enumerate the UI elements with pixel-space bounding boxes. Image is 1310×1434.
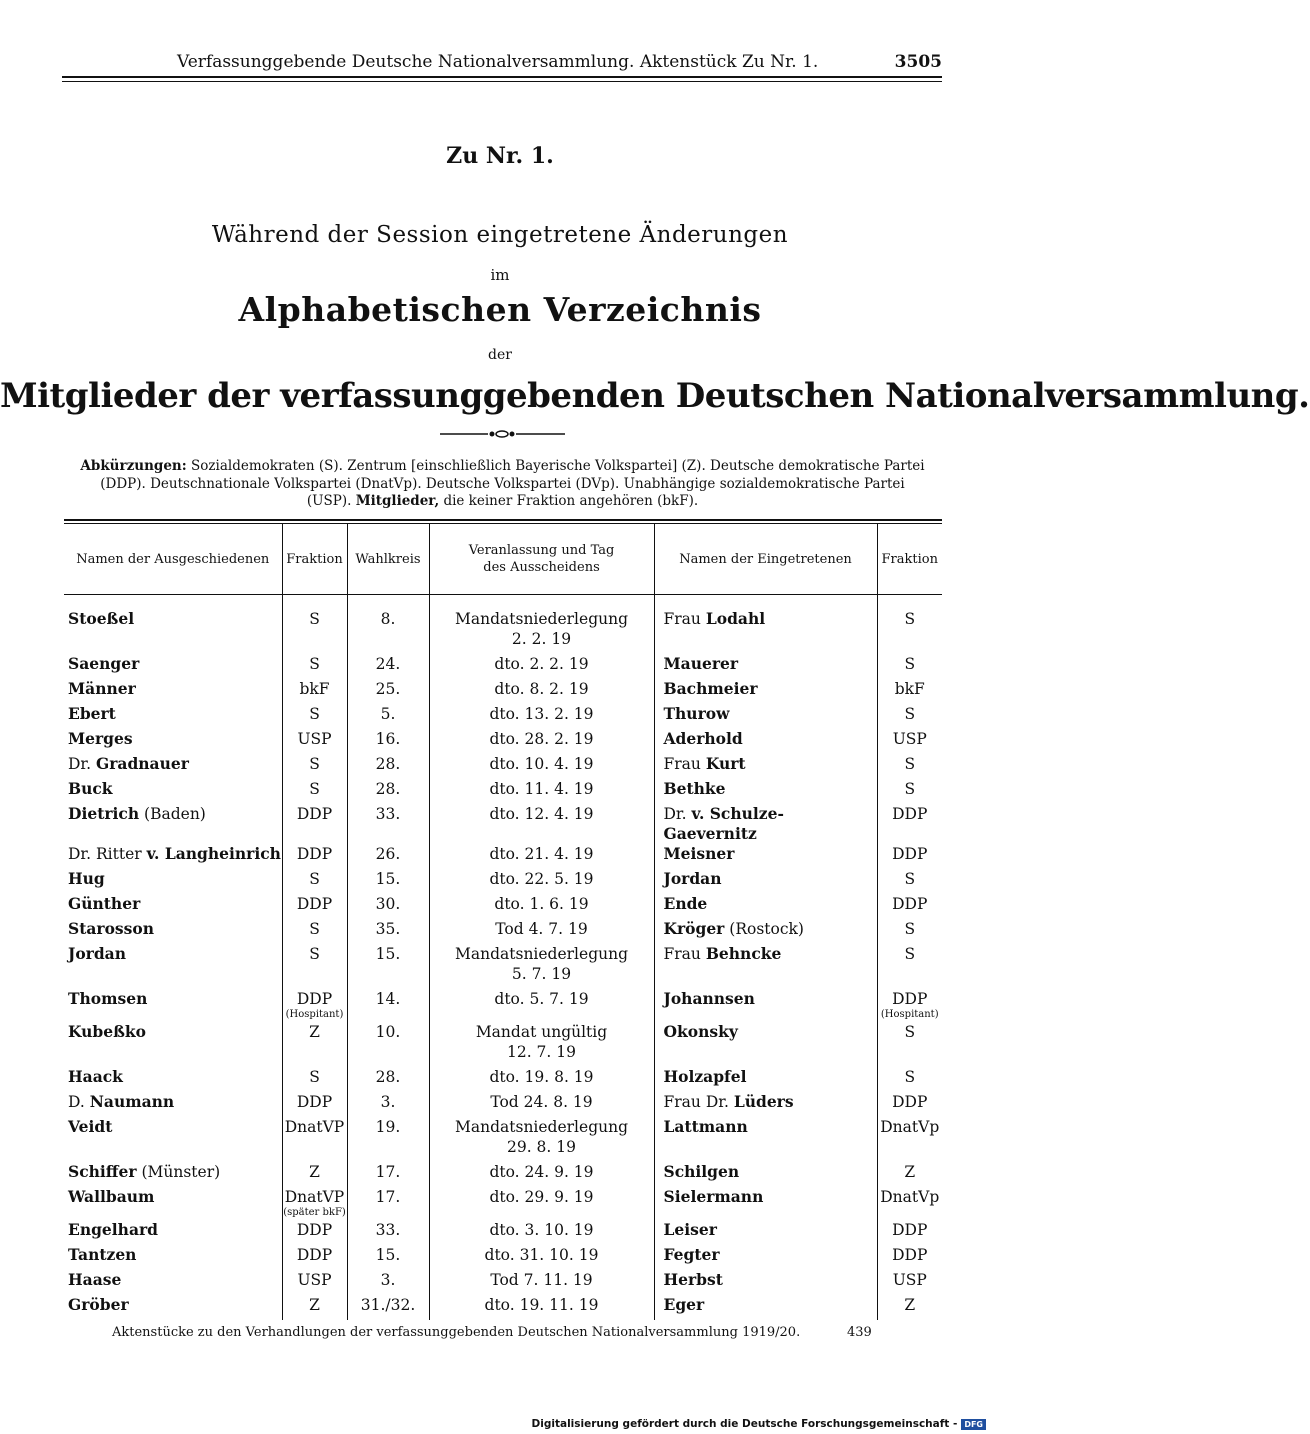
- cell-reason: dto. 8. 2. 19: [429, 679, 654, 704]
- cell-name-out: Haase: [68, 1270, 122, 1289]
- document-number: Zu Nr. 1.: [446, 143, 554, 169]
- cell-name-out: Tantzen: [68, 1245, 137, 1264]
- cell-name-out: Dietrich (Baden): [68, 804, 206, 823]
- col-header-reason: Veranlassung und Tag des Ausscheidens: [429, 524, 654, 595]
- cell-faction-in: DnatVp: [877, 1117, 942, 1162]
- cell-name-out: Kubeßko: [68, 1022, 146, 1041]
- col-header-name-in: Namen der Eingetretenen: [654, 524, 877, 595]
- cell-faction-in: S: [877, 919, 942, 944]
- cell-faction-out: Z: [282, 1162, 347, 1187]
- cell-district: 16.: [347, 729, 429, 754]
- table-row: [64, 609, 942, 654]
- running-header: [62, 50, 942, 80]
- table-row: [64, 1270, 942, 1295]
- cell-reason: dto. 11. 4. 19: [429, 779, 654, 804]
- cell-reason: dto. 2. 2. 19: [429, 654, 654, 679]
- cell-name-in: Jordan: [654, 869, 877, 894]
- cell-district: 3.: [347, 1270, 429, 1295]
- cell-name-in: Ende: [654, 894, 877, 919]
- cell-name-out: Veidt: [68, 1117, 113, 1136]
- table-row: [64, 1117, 942, 1162]
- dfg-logo: DFG: [961, 1419, 986, 1430]
- cell-name-out: Haack: [68, 1067, 123, 1086]
- cell-faction-in: DDP: [877, 1220, 942, 1245]
- table-row: [64, 1092, 942, 1117]
- cell-district: 33.: [347, 804, 429, 844]
- cell-faction-in: DDP: [877, 844, 942, 869]
- heading-line-4: der: [488, 347, 512, 363]
- cell-name-in: Meisner: [654, 844, 877, 869]
- cell-faction-in: S: [877, 1022, 942, 1067]
- changes-table: [64, 524, 942, 1320]
- cell-name-in: Lattmann: [654, 1117, 877, 1162]
- cell-reason: Mandatsniederlegung 2. 2. 19: [429, 609, 654, 654]
- cell-name-out: Thomsen: [68, 989, 148, 1008]
- cell-reason: dto. 31. 10. 19: [429, 1245, 654, 1270]
- cell-faction-out: S: [282, 919, 347, 944]
- cell-name-in: Thurow: [654, 704, 877, 729]
- cell-name-in: Holzapfel: [654, 1067, 877, 1092]
- col-header-faction-out: Fraktion: [282, 524, 347, 595]
- cell-faction-out: S: [282, 704, 347, 729]
- cell-faction-out: DDP: [282, 804, 347, 844]
- cell-faction-out: DDP: [282, 844, 347, 869]
- cell-faction-out: USP: [282, 1270, 347, 1295]
- cell-name-in: Eger: [654, 1295, 877, 1320]
- cell-faction-in: S: [877, 704, 942, 729]
- cell-district: 17.: [347, 1187, 429, 1220]
- cell-reason: Mandatsniederlegung 29. 8. 19: [429, 1117, 654, 1162]
- abbreviations-label-2: Mitglieder,: [355, 493, 440, 509]
- table-row: [64, 1067, 942, 1092]
- page-number: 3505: [894, 52, 942, 72]
- table-row: [64, 944, 942, 989]
- cell-name-out: Stoeßel: [68, 609, 135, 628]
- cell-district: 8.: [347, 609, 429, 654]
- cell-district: 14.: [347, 989, 429, 1022]
- cell-reason: dto. 19. 11. 19: [429, 1295, 654, 1320]
- abbreviations-note: [80, 458, 925, 511]
- cell-faction-in: USP: [877, 1270, 942, 1295]
- cell-reason: dto. 5. 7. 19: [429, 989, 654, 1022]
- cell-name-in: Aderhold: [654, 729, 877, 754]
- cell-district: 30.: [347, 894, 429, 919]
- col-header-name-out: Namen der Ausgeschiedenen: [64, 524, 282, 595]
- cell-reason: Tod 24. 8. 19: [429, 1092, 654, 1117]
- cell-name-in: Herbst: [654, 1270, 877, 1295]
- cell-reason: dto. 3. 10. 19: [429, 1220, 654, 1245]
- cell-faction-in: S: [877, 1067, 942, 1092]
- digitization-credit: [532, 1418, 986, 1430]
- cell-faction-in: DDP: [877, 1092, 942, 1117]
- cell-name-out: Günther: [68, 894, 141, 913]
- cell-name-in: Frau Behncke: [654, 944, 877, 989]
- cell-district: 17.: [347, 1162, 429, 1187]
- cell-faction-out: DDP: [282, 1220, 347, 1245]
- table-row: [64, 1187, 942, 1220]
- footer-page-number: 439: [847, 1325, 872, 1340]
- running-header-title: Verfassunggebende Deutsche Nationalversammlung. Aktenstück Zu Nr. 1.: [177, 52, 819, 72]
- table-row: [64, 779, 942, 804]
- cell-name-in: Bethke: [654, 779, 877, 804]
- cell-name-in: Frau Lodahl: [654, 609, 877, 654]
- cell-faction-out: S: [282, 654, 347, 679]
- cell-faction-out: DDP: [282, 1092, 347, 1117]
- cell-reason: dto. 24. 9. 19: [429, 1162, 654, 1187]
- table-row: [64, 869, 942, 894]
- table-row: [64, 1022, 942, 1067]
- cell-faction-in: S: [877, 944, 942, 989]
- cell-reason: dto. 10. 4. 19: [429, 754, 654, 779]
- cell-reason: dto. 22. 5. 19: [429, 869, 654, 894]
- cell-faction-out: Z: [282, 1022, 347, 1067]
- page-title: Mitglieder der verfassunggebenden Deutschen Nationalversammlung.: [0, 376, 1310, 416]
- footer-text: Aktenstücke zu den Verhandlungen der verfassunggebenden Deutschen Nationalversammlung 1919/20.: [112, 1325, 801, 1340]
- cell-reason: dto. 12. 4. 19: [429, 804, 654, 844]
- table-row: [64, 844, 942, 869]
- cell-faction-out: DDP: [282, 1245, 347, 1270]
- table-row: [64, 1220, 942, 1245]
- header-rule: [62, 76, 942, 78]
- cell-faction-out: USP: [282, 729, 347, 754]
- cell-reason: Tod 7. 11. 19: [429, 1270, 654, 1295]
- cell-name-out: Saenger: [68, 654, 140, 673]
- cell-reason: Mandat ungültig 12. 7. 19: [429, 1022, 654, 1067]
- abbreviations-text-2: die keiner Fraktion angehören (bkF).: [443, 493, 699, 509]
- cell-faction-in: bkF: [877, 679, 942, 704]
- cell-district: 31./32.: [347, 1295, 429, 1320]
- table-row: [64, 1295, 942, 1320]
- cell-faction-in: DDP: [877, 894, 942, 919]
- table-row: [64, 754, 942, 779]
- cell-name-out: Männer: [68, 679, 136, 698]
- abbreviations-text: Sozialdemokraten (S). Zentrum [einschließlich Bayerische Volkspartei] (Z). Deutsche demokratische Partei (DDP). Deutschnationale Volkspartei (DnatVp). Deutsche Volkspartei (DVp). Unabhängige sozialdemokratische Partei (USP).: [100, 458, 925, 509]
- cell-faction-out: DDP: [282, 894, 347, 919]
- cell-faction-out: bkF: [282, 679, 347, 704]
- table-row: [64, 1245, 942, 1270]
- cell-faction-in: S: [877, 869, 942, 894]
- cell-faction-out: Z: [282, 1295, 347, 1320]
- col-header-faction-in: Fraktion: [877, 524, 942, 595]
- cell-district: 15.: [347, 869, 429, 894]
- cell-name-out: Buck: [68, 779, 113, 798]
- cell-faction-in: DDP: [877, 1245, 942, 1270]
- cell-reason: dto. 21. 4. 19: [429, 844, 654, 869]
- cell-district: 25.: [347, 679, 429, 704]
- cell-name-out: D. Naumann: [68, 1092, 175, 1111]
- cell-district: 15.: [347, 1245, 429, 1270]
- table-row: [64, 729, 942, 754]
- cell-faction-out: S: [282, 1067, 347, 1092]
- cell-name-in: Sielermann: [654, 1187, 877, 1220]
- table-body: [64, 595, 942, 1321]
- cell-faction-in: S: [877, 654, 942, 679]
- cell-faction-out: S: [282, 609, 347, 654]
- cell-name-in: Kröger (Rostock): [654, 919, 877, 944]
- cell-name-out: Engelhard: [68, 1220, 158, 1239]
- cell-reason: dto. 1. 6. 19: [429, 894, 654, 919]
- cell-name-in: Bachmeier: [654, 679, 877, 704]
- cell-reason: dto. 28. 2. 19: [429, 729, 654, 754]
- cell-district: 19.: [347, 1117, 429, 1162]
- cell-name-out: Dr. Ritter v. Langheinrich: [68, 844, 281, 863]
- cell-district: 33.: [347, 1220, 429, 1245]
- cell-district: 28.: [347, 754, 429, 779]
- cell-name-out: Dr. Gradnauer: [68, 754, 189, 773]
- cell-faction-in: S: [877, 754, 942, 779]
- cell-faction-in: S: [877, 609, 942, 654]
- table-row: [64, 704, 942, 729]
- table-row: [64, 679, 942, 704]
- cell-name-in: Frau Kurt: [654, 754, 877, 779]
- cell-name-in: Johannsen: [654, 989, 877, 1022]
- cell-reason: Mandatsniederlegung 5. 7. 19: [429, 944, 654, 989]
- cell-district: 28.: [347, 779, 429, 804]
- cell-name-out: Schiffer (Münster): [68, 1162, 221, 1181]
- cell-faction-out: DDP (Hospitant): [282, 989, 347, 1022]
- cell-name-in: Leiser: [654, 1220, 877, 1245]
- abbreviations-label: Abkürzungen:: [80, 458, 187, 474]
- changes-table-wrapper: [64, 519, 942, 1320]
- cell-faction-in: DDP: [877, 804, 942, 844]
- cell-name-in: Schilgen: [654, 1162, 877, 1187]
- page-footer: [112, 1325, 872, 1340]
- cell-name-out: Jordan: [68, 944, 126, 963]
- cell-name-in: Mauerer: [654, 654, 877, 679]
- credit-text: Digitalisierung gefördert durch die Deutsche Forschungsgemeinschaft -: [531, 1418, 958, 1430]
- col-header-district: Wahlkreis: [347, 524, 429, 595]
- cell-district: 35.: [347, 919, 429, 944]
- cell-faction-in: DDP (Hospitant): [877, 989, 942, 1022]
- table-row: [64, 654, 942, 679]
- table-row: [64, 1162, 942, 1187]
- table-header-row: [64, 524, 942, 595]
- cell-name-in: Dr. v. Schulze-Gaevernitz: [654, 804, 877, 844]
- cell-reason: dto. 19. 8. 19: [429, 1067, 654, 1092]
- cell-faction-in: Z: [877, 1295, 942, 1320]
- cell-name-out: Starosson: [68, 919, 154, 938]
- cell-name-out: Merges: [68, 729, 133, 748]
- cell-reason: dto. 29. 9. 19: [429, 1187, 654, 1220]
- cell-district: 3.: [347, 1092, 429, 1117]
- cell-name-out: Gröber: [68, 1295, 129, 1314]
- cell-district: 10.: [347, 1022, 429, 1067]
- cell-faction-out: S: [282, 869, 347, 894]
- cell-name-in: Okonsky: [654, 1022, 877, 1067]
- cell-faction-out: S: [282, 779, 347, 804]
- header-rule-thin: [62, 81, 942, 82]
- cell-faction-out: S: [282, 754, 347, 779]
- cell-name-in: Fegter: [654, 1245, 877, 1270]
- cell-name-in: Frau Dr. Lüders: [654, 1092, 877, 1117]
- cell-district: 15.: [347, 944, 429, 989]
- cell-district: 5.: [347, 704, 429, 729]
- cell-district: 24.: [347, 654, 429, 679]
- cell-district: 28.: [347, 1067, 429, 1092]
- heading-line-2: im: [490, 266, 510, 284]
- table-row: [64, 894, 942, 919]
- cell-faction-out: DnatVP (später bkF): [283, 1188, 346, 1218]
- cell-faction-out: S: [282, 944, 347, 989]
- cell-faction-in: Z: [877, 1162, 942, 1187]
- heading-line-1: Während der Session eingetretene Änderungen: [211, 222, 789, 248]
- cell-reason: dto. 13. 2. 19: [429, 704, 654, 729]
- cell-faction-in: S: [877, 779, 942, 804]
- table-row: [64, 804, 942, 844]
- heading-line-3: Alphabetischen Verzeichnis: [238, 290, 762, 329]
- cell-reason: Tod 4. 7. 19: [429, 919, 654, 944]
- ornament-divider: [440, 428, 565, 440]
- cell-name-out: Ebert: [68, 704, 116, 723]
- cell-faction-in: USP: [877, 729, 942, 754]
- cell-faction-in: DnatVp: [877, 1187, 942, 1220]
- cell-faction-out: DnatVP: [282, 1117, 347, 1162]
- cell-name-out: Hug: [68, 869, 105, 888]
- table-row: [64, 919, 942, 944]
- cell-name-out: Wallbaum: [68, 1187, 155, 1206]
- table-row: [64, 989, 942, 1022]
- cell-district: 26.: [347, 844, 429, 869]
